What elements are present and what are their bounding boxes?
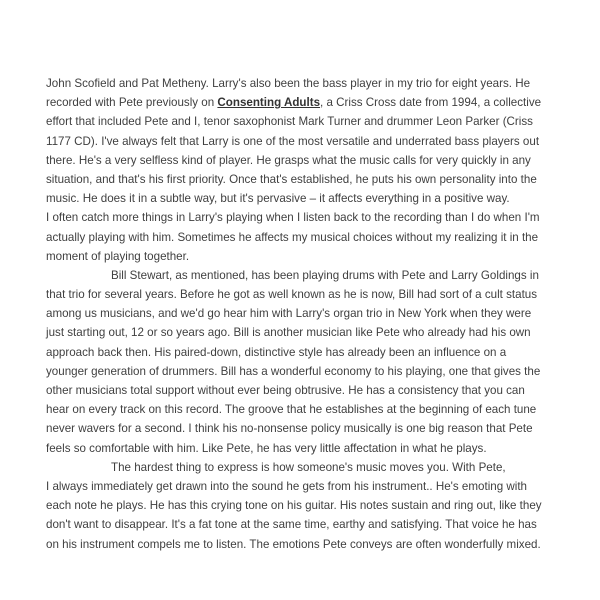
text-segment: , a Criss Cross date from 1994, a collective xyxy=(320,96,542,110)
text-line: situation, and that's his first priority. Once that's established, he puts his own personality into the xyxy=(46,172,537,186)
text-line: music. He does it in a subtle way, but it's pervasive – it affects everything in a positive way. xyxy=(46,192,510,206)
text-line: there. He's a very selfless kind of player. He grasps what the music calls for very quickly in any xyxy=(46,153,531,167)
paragraph-first-line: The hardest thing to express is how someone's music moves you. With Pete, xyxy=(111,460,506,474)
text-line: that trio for several years. Before he got as well known as he is now, Bill had sort of a cult status xyxy=(46,288,538,302)
text-line: younger generation of drummers. Bill has a wonderful economy to his playing, one that gives the xyxy=(46,364,541,378)
paragraph-first-line: Bill Stewart, as mentioned, has been playing drums with Pete and Larry Goldings in xyxy=(111,268,539,282)
text-line: other musicians total support without ever being obtrusive. He has a consistency that you can xyxy=(46,384,525,397)
text-line: don't want to disappear. It's a fat tone at the same time, earthy and satisfying. That voice he has xyxy=(46,518,537,532)
text-line: approach back then. His paired-down, distinctive style has already been an influence on a xyxy=(46,345,507,359)
text-line: I always immediately get drawn into the sound he gets from his instrument.. He's emoting with xyxy=(46,479,527,493)
text-line: feels so comfortable with him. Like Pete, he has very little affectation in what he plays. xyxy=(46,441,487,455)
text-line: each note he plays. He has this crying tone on his guitar. His notes sustain and ring out, like they xyxy=(46,499,542,513)
document-page xyxy=(46,74,566,554)
text-line: just starting out, 12 or so years ago. Bill is another musician like Pete who already had his own xyxy=(46,326,531,340)
album-title: Consenting Adults xyxy=(217,96,321,110)
text-line: never wavers for a second. I think his no-nonsense policy musically is one big reason that Pete xyxy=(46,422,533,436)
text-line: actually playing with him. Sometimes he affects my musical choices without my realizing it in the xyxy=(46,230,539,244)
text-line: 1177 CD). I've always felt that Larry is one of the most versatile and underrated bass players out xyxy=(46,134,540,148)
text-line: John Scofield and Pat Metheny. Larry's also been the bass player in my trio for eight years. He xyxy=(46,77,531,90)
text-line xyxy=(46,93,566,112)
text-line: moment of playing together. xyxy=(46,249,190,263)
text-line: I often catch more things in Larry's playing when I listen back to the recording than I do when I'm xyxy=(46,211,540,225)
text-segment: recorded with Pete previously on xyxy=(46,96,218,110)
text-line: effort that included Pete and I, tenor saxophonist Mark Turner and drummer Leon Parker (Criss xyxy=(46,115,533,129)
text-line: hear on every track on this record. The groove that he establishes at the beginning of each tune xyxy=(46,403,537,417)
text-line: on his instrument compels me to listen. The emotions Pete conveys are often wonderfully mixed. xyxy=(46,537,541,551)
text-line: among us musicians, and we'd go hear him with Larry's organ trio in New York when they were xyxy=(46,307,532,321)
